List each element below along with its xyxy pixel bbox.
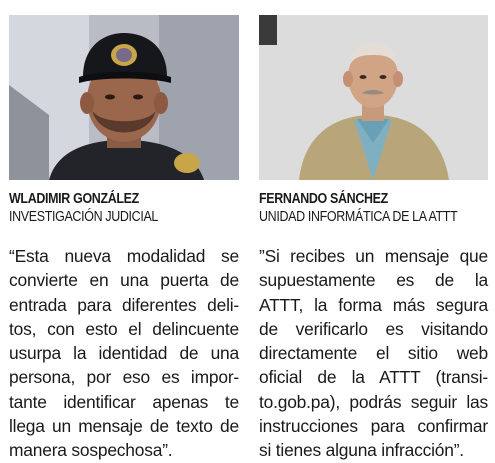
quote-line: convierte en una puerta de (9, 270, 239, 291)
quote-line: supuestamente es de la (259, 270, 488, 291)
quote-line: manera sospechosa”. (9, 440, 173, 461)
quote-text (259, 244, 488, 463)
quote-line: “Esta nueva modalidad se (9, 246, 239, 266)
quote-line: ”Si recibes un mensaje que (259, 246, 488, 266)
quote-line: directamente el sitio web (259, 343, 488, 364)
quote-line: si tienes alguna infracción”. (259, 440, 464, 461)
quote-line: usurpa la identidad de una (9, 343, 239, 364)
portrait-image (9, 15, 239, 180)
quote-line: entrada para diferentes deli- (9, 294, 239, 315)
portrait-photo-gonzalez (9, 15, 239, 180)
quote-text (9, 244, 239, 463)
quote-line: persona, por eso es impor- (9, 367, 239, 388)
person-role: UNIDAD INFORMÁTICA DE LA ATTT (259, 209, 458, 225)
quote-line: ATTT, la forma más segura (259, 294, 488, 315)
quote-line: tos, con esto el delincuente (9, 318, 239, 339)
portrait-image (259, 15, 488, 180)
quote-line: oficial de la ATTT (transi- (259, 367, 488, 388)
quote-line: to.gob.pa), podrás seguir las (259, 391, 488, 412)
quote-line: llega un mensaje de texto de (9, 416, 239, 437)
quote-line: de verificarlo es visitando (259, 318, 488, 339)
person-name: FERNANDO SÁNCHEZ (259, 191, 388, 207)
person-name: WLADIMIR GONZÁLEZ (9, 191, 139, 207)
quote-line: tante identificar apenas te (9, 391, 239, 412)
person-role: INVESTIGACIÓN JUDICIAL (9, 209, 159, 225)
quote-line: instrucciones para confirmar (259, 416, 488, 437)
portrait-photo-sanchez (259, 15, 488, 180)
